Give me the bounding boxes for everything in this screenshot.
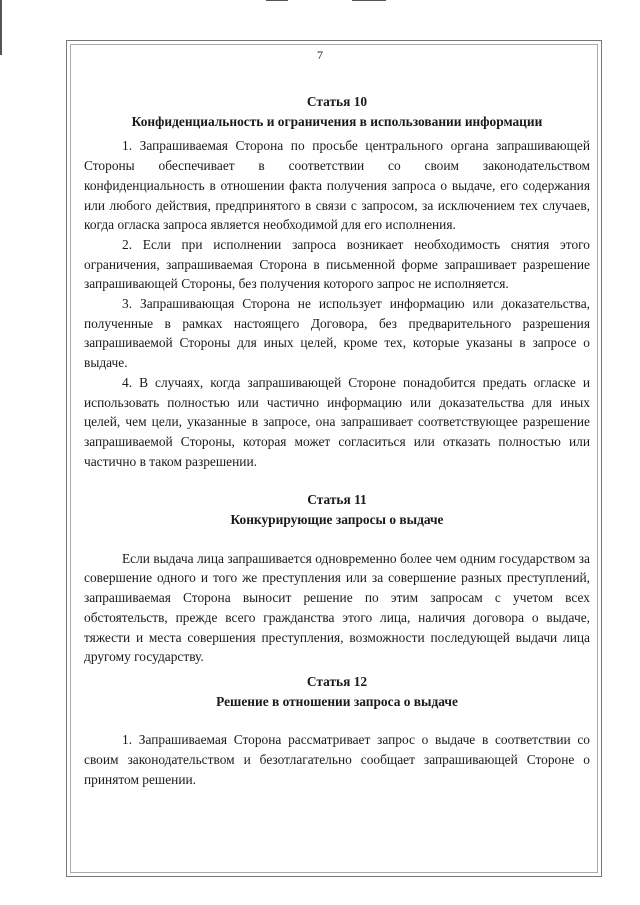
paragraph: Если выдача лица запрашивается одновременно более чем одним государством за совершение одного и того же преступления или за совершение разных преступлений, запрашиваемая Сторона выносит решение по этим запросам с учетом всех обстоятельств, прежде всего гражданства этого лица, наличия договора о выдаче, тяжести и места совершения преступления, возможности последующей выдачи лица другому государству.: [84, 550, 590, 665]
scan-mark-top-2: [352, 0, 386, 1]
paragraph: 1. Запрашиваемая Сторона рассматривает запрос о выдаче в соответствии со своим законодательством и безотлагательно сообщает запрашивающей Стороне о принятом решении.: [84, 732, 590, 787]
paragraph: 2. Если при исполнении запроса возникает необходимость снятия этого ограничения, запрашиваемая Сторона в письменной форме запрашивает разрешение запрашивающей Стороны, без получения которого запрос не исполняется.: [84, 236, 590, 292]
article-title: Статья 10: [306, 94, 368, 109]
article-subtitle: Конфиденциальность и ограничения в использовании информации: [131, 113, 543, 129]
scan-mark-left: [0, 0, 2, 55]
article-subtitle: Решение в отношении запроса о выдаче: [216, 693, 458, 709]
article-12: [84, 672, 590, 790]
article-title: Статья 12: [306, 673, 368, 689]
document-body: [84, 92, 590, 790]
article-11: [84, 490, 590, 667]
article-title: Статья 11: [307, 492, 367, 508]
paragraph: 4. В случаях, когда запрашивающей Стороне понадобится предать огласке и использовать полностью или частично информацию или доказательства для иных целей, чем цели, указанные в запросе, она запрашивает соответствующее разрешение запрашиваемой Стороны, которая может согласиться или отказать полностью или частично в таком разрешении.: [84, 374, 590, 469]
article-subtitle: Конкурирующие запросы о выдаче: [230, 512, 444, 528]
scan-mark-top-1: [266, 0, 288, 1]
paragraph: 3. Запрашивающая Сторона не использует информацию или доказательства, полученные в рамках настоящего Договора, без предварительного разрешения запрашиваемой Стороны для иных целей, кроме тех, которые указаны в запросе о выдаче.: [84, 296, 590, 371]
article-10: [84, 92, 590, 471]
page-number: 7: [317, 48, 323, 62]
paragraph: 1. Запрашиваемая Сторона по просьбе центрального органа запрашивающей Стороны обеспечивает в соответствии со своим законодательством конфиденциальность в отношении факта получения запроса о выдаче, его содержания или любого действия, предпринятого в связи с запросом, за исключением тех случаев, когда огласка запроса является необходимой для его исполнения.: [84, 138, 590, 233]
